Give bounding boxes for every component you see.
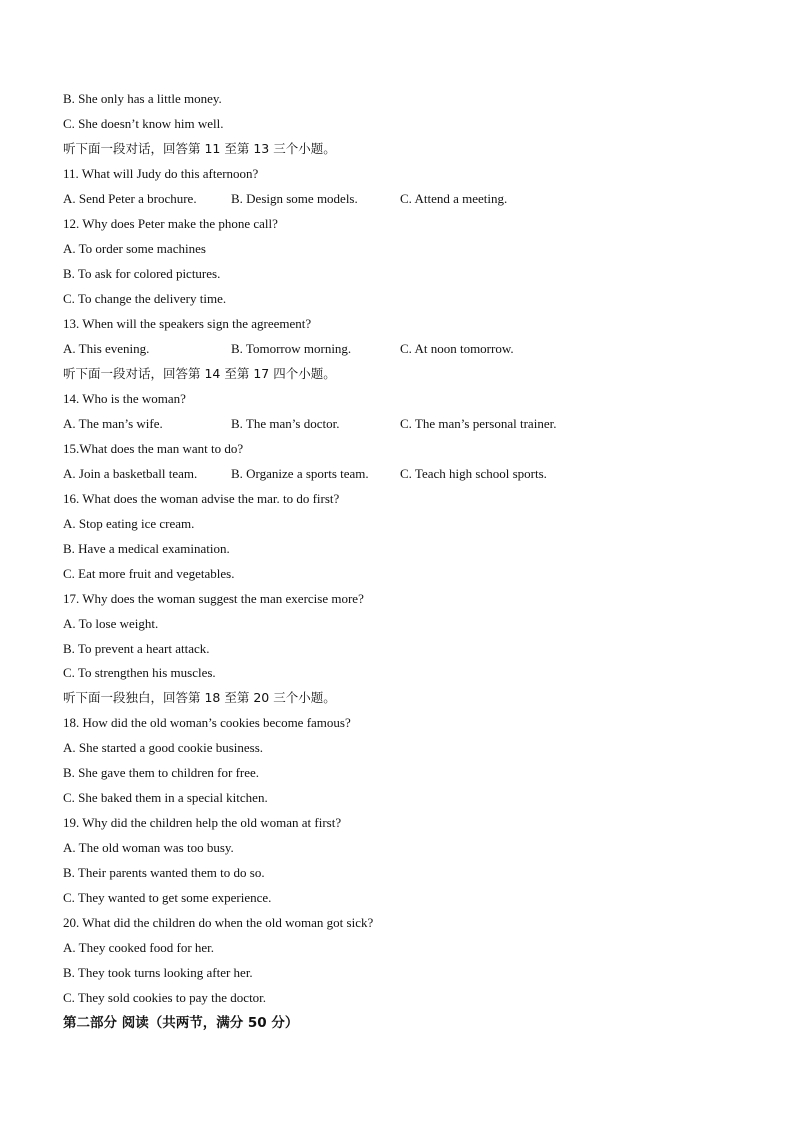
option-11a: A. Send Peter a brochure. <box>63 191 197 206</box>
question-19: 19. Why did the children help the old woman at first? <box>63 815 342 830</box>
question-15: 15.What does the man want to do? <box>63 441 244 456</box>
section-instruction-11-13: 听下面一段对话，回答第 11 至第 13 三个小题。 <box>63 141 336 156</box>
option-14b: B. The man’s doctor. <box>231 416 340 431</box>
option-20b: B. They took turns looking after her. <box>63 965 253 980</box>
question-14: 14. Who is the woman? <box>63 391 186 406</box>
part-two-heading: 第二部分 阅读（共两节，满分 50 分） <box>63 1015 299 1031</box>
option-10c: C. She doesn’t know him well. <box>63 116 224 131</box>
option-19a: A. The old woman was too busy. <box>63 840 234 855</box>
option-20c: C. They sold cookies to pay the doctor. <box>63 990 267 1005</box>
option-18a: A. She started a good cookie business. <box>63 740 264 755</box>
question-12: 12. Why does Peter make the phone call? <box>63 216 278 231</box>
option-17a: A. To lose weight. <box>63 616 159 631</box>
option-20a: A. They cooked food for her. <box>63 940 215 955</box>
option-11c: C. Attend a meeting. <box>400 191 508 206</box>
option-19c: C. They wanted to get some experience. <box>63 890 272 905</box>
option-14a: A. The man’s wife. <box>63 416 163 431</box>
option-11b: B. Design some models. <box>231 191 358 206</box>
option-10b: B. She only has a little money. <box>63 91 222 106</box>
option-18b: B. She gave them to children for free. <box>63 765 260 780</box>
option-13a: A. This evening. <box>63 341 150 356</box>
question-16: 16. What does the woman advise the mar. to do first? <box>63 491 340 506</box>
question-20: 20. What did the children do when the old woman got sick? <box>63 915 374 930</box>
option-15a: A. Join a basketball team. <box>63 466 198 481</box>
question-17: 17. Why does the woman suggest the man exercise more? <box>63 591 364 606</box>
option-13c: C. At noon tomorrow. <box>400 341 514 356</box>
option-16a: A. Stop eating ice cream. <box>63 516 195 531</box>
option-19b: B. Their parents wanted them to do so. <box>63 865 265 880</box>
option-18c: C. She baked them in a special kitchen. <box>63 790 268 805</box>
section-instruction-14-17: 听下面一段对话，回答第 14 至第 17 四个小题。 <box>63 366 336 381</box>
option-17c: C. To strengthen his muscles. <box>63 665 216 680</box>
option-16b: B. Have a medical examination. <box>63 541 230 556</box>
option-12b: B. To ask for colored pictures. <box>63 266 221 281</box>
section-instruction-18-20: 听下面一段独白，回答第 18 至第 20 三个小题。 <box>63 690 336 705</box>
option-15b: B. Organize a sports team. <box>231 466 369 481</box>
option-14c: C. The man’s personal trainer. <box>400 416 557 431</box>
option-17b: B. To prevent a heart attack. <box>63 641 210 656</box>
option-12a: A. To order some machines <box>63 241 206 256</box>
question-11: 11. What will Judy do this afternoon? <box>63 166 259 181</box>
question-13: 13. When will the speakers sign the agreement? <box>63 316 312 331</box>
option-16c: C. Eat more fruit and vegetables. <box>63 566 235 581</box>
option-12c: C. To change the delivery time. <box>63 291 227 306</box>
option-13b: B. Tomorrow morning. <box>231 341 352 356</box>
option-15c: C. Teach high school sports. <box>400 466 547 481</box>
question-18: 18. How did the old woman’s cookies become famous? <box>63 715 351 730</box>
